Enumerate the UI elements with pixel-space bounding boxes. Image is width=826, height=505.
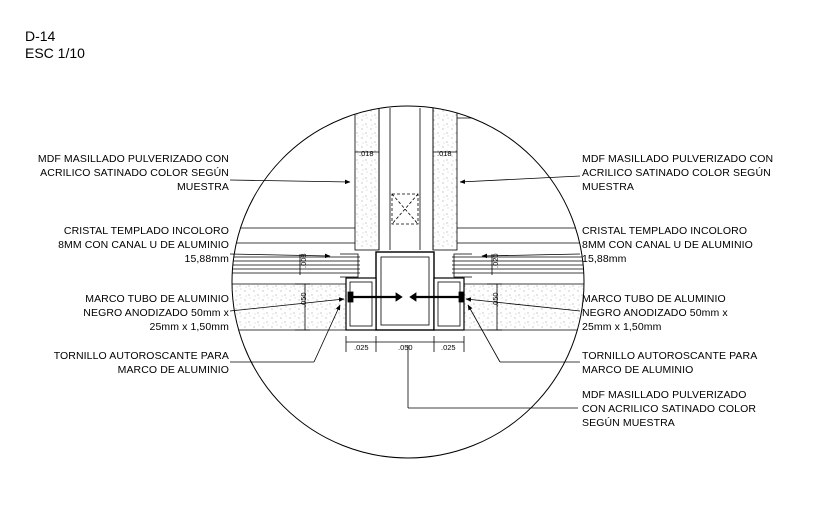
leader-mdf-right — [460, 176, 580, 182]
label-glass-left: CRISTAL TEMPLADO INCOLORO 8MM CON CANAL U DE ALUMINIO 15,88mm — [58, 225, 229, 265]
dim-bottom-left: .025 — [354, 343, 369, 352]
mdf-panel-left — [355, 108, 379, 250]
dim-top-right: .018 — [437, 149, 452, 158]
dim-height-left: .050 — [299, 292, 308, 307]
label-mdf-bottom: MDF MASILLADO PULVERIZADO CON ACRILICO SATINADO COLOR SEGÚN MUESTRA — [582, 389, 757, 429]
dim-height-right: .050 — [491, 292, 500, 307]
label-screw-left: TORNILLO AUTOROSCANTE PARA MARCO DE ALUMINIO — [53, 350, 229, 376]
detail-code: D-14 — [25, 28, 56, 44]
detail-scale: ESC 1/10 — [25, 45, 85, 61]
label-screw-right: TORNILLO AUTOROSCANTE PARA MARCO DE ALUMINIO — [582, 350, 758, 376]
dim-glass-right: .020 — [491, 253, 500, 268]
mdf-panel-right — [433, 108, 457, 250]
dim-bottom-right: .025 — [441, 343, 456, 352]
label-mdf-top-left: MDF MASILLADO PULVERIZADO CON ACRILICO SATINADO COLOR SEGÚN MUESTRA — [37, 153, 229, 193]
label-frame-left: MARCO TUBO DE ALUMINIO NEGRO ANODIZADO 50mm x 25mm x 1,50mm — [83, 293, 229, 333]
dim-top-left: .018 — [359, 149, 374, 158]
dim-glass-left: .008 — [299, 253, 308, 268]
dim-bottom-center: .050 — [398, 343, 413, 352]
label-mdf-top-right: MDF MASILLADO PULVERIZADO CON ACRILICO SATINADO COLOR SEGÚN MUESTRA — [582, 153, 774, 193]
label-glass-right: CRISTAL TEMPLADO INCOLORO 8MM CON CANAL U DE ALUMINIO 15,88mm — [582, 225, 753, 265]
leader-mdf-left — [230, 180, 350, 182]
leader-glass-left — [230, 254, 330, 256]
label-frame-right: MARCO TUBO DE ALUMINIO NEGRO ANODIZADO 50mm x 25mm x 1,50mm — [582, 293, 728, 333]
